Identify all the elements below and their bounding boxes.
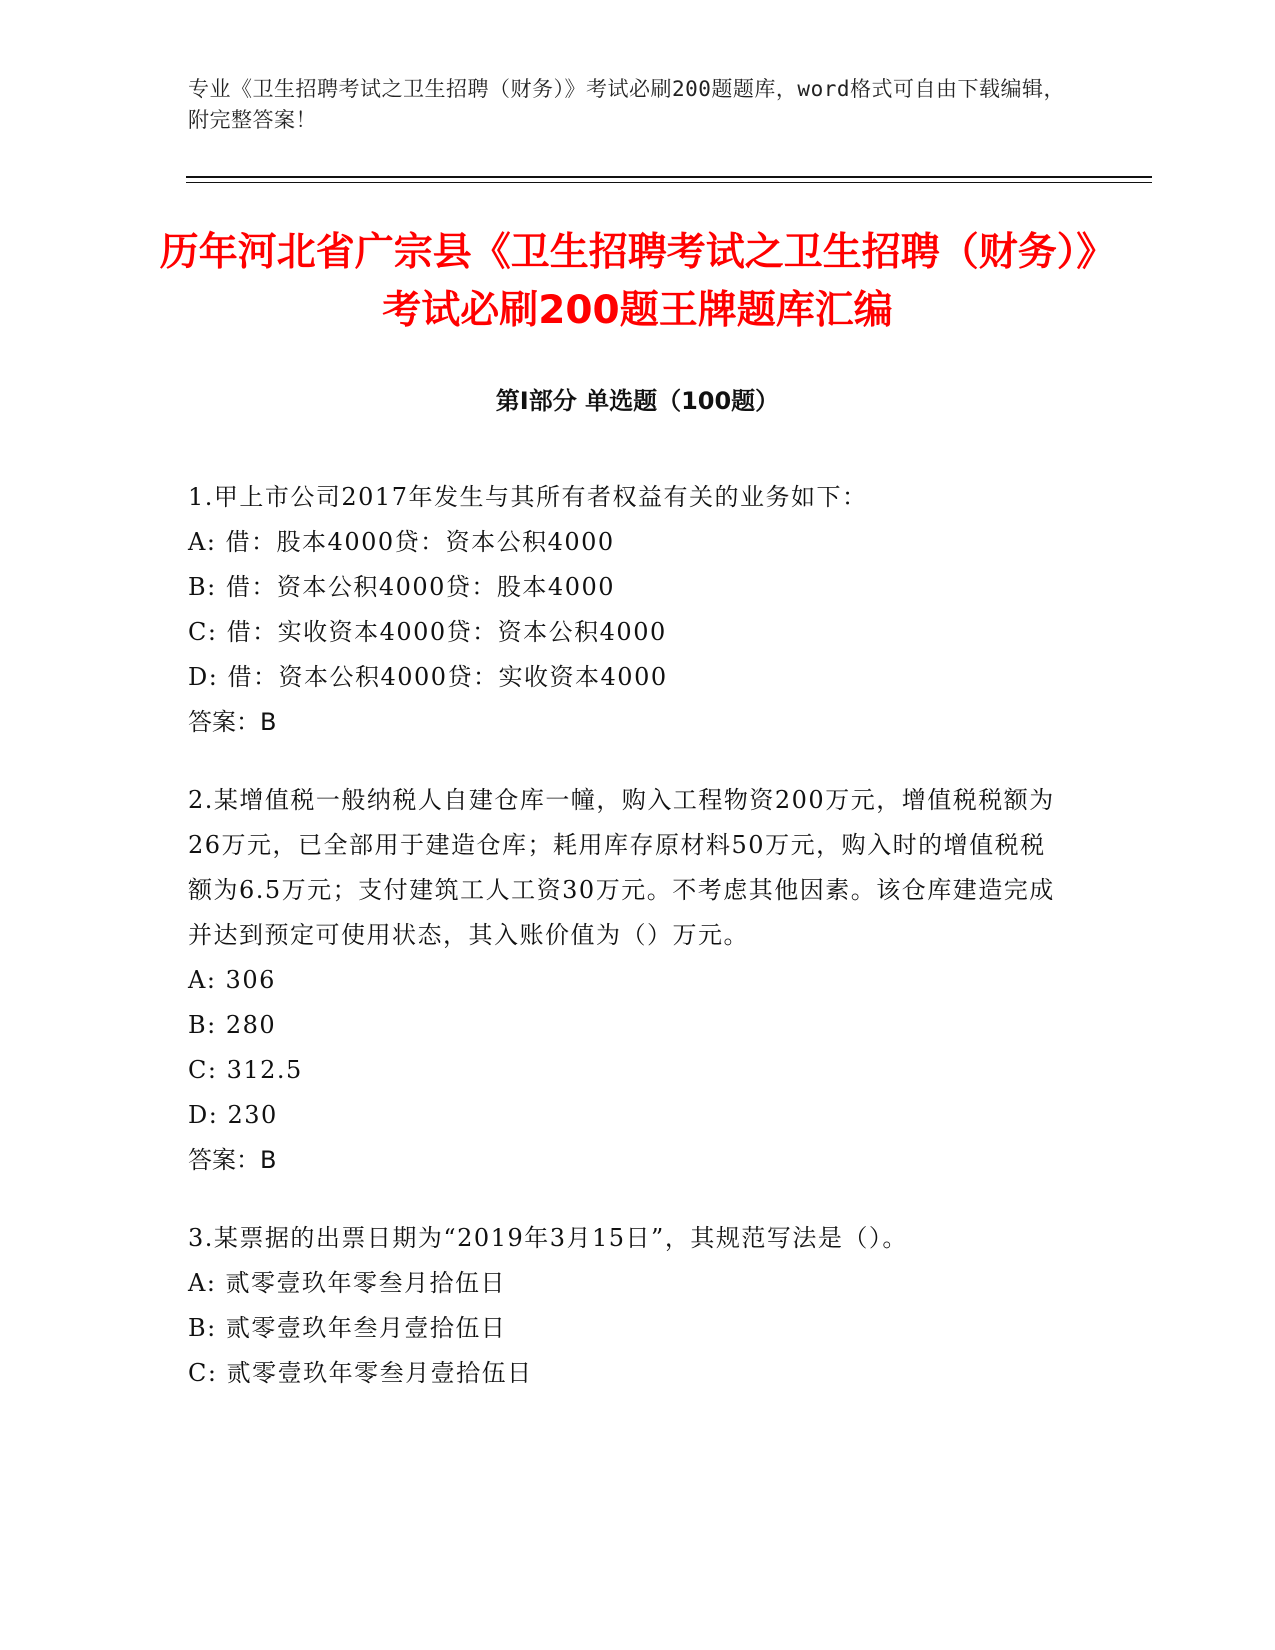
header-divider-thick [186, 176, 1152, 178]
question-stem: 2.某增值税一般纳税人自建仓库一幢，购入工程物资200万元，增值税税额为26万元，已全部用于建造仓库；耗用库存原材料50万元，购入时的增值税税额为6.5万元；支付建筑工人工资30万元。不考虑其他因素。该仓库建造完成并达到预定可使用状态，其入账价值为（）万元。 [188, 786, 1055, 949]
option-a: A: 贰零壹玖年零叁月拾伍日 [188, 1269, 507, 1297]
option-c: C: 借：实收资本4000贷：资本公积4000 [188, 618, 667, 646]
answer: 答案：B [188, 708, 277, 736]
question-1 [188, 475, 1068, 745]
option-b: B: 贰零壹玖年叁月壹拾伍日 [188, 1314, 507, 1342]
option-d: D: 230 [188, 1101, 278, 1129]
header-note: 专业《卫生招聘考试之卫生招聘（财务）》考试必刷200题题库，word格式可自由下载编辑，附完整答案！ [188, 77, 1065, 132]
option-c: C: 贰零壹玖年零叁月壹拾伍日 [188, 1359, 533, 1387]
question-stem: 3.某票据的出票日期为“2019年3月15日”，其规范写法是（）。 [188, 1224, 908, 1252]
option-d: D: 借：资本公积4000贷：实收资本4000 [188, 663, 668, 691]
option-b: B: 280 [188, 1011, 277, 1039]
question-list [188, 475, 1068, 1429]
option-a: A: 借：股本4000贷：资本公积4000 [188, 528, 615, 556]
header-divider-thin [186, 182, 1152, 183]
section-title: 第Ⅰ部分 单选题（100题） [495, 387, 780, 415]
document-title: 历年河北省广宗县《卫生招聘考试之卫生招聘（财务）》考试必刷200题王牌题库汇编 [159, 230, 1116, 333]
question-2 [188, 778, 1068, 1183]
option-c: C: 312.5 [188, 1056, 303, 1084]
option-a: A: 306 [188, 966, 276, 994]
question-3 [188, 1216, 1068, 1396]
option-b: B: 借：资本公积4000贷：股本4000 [188, 573, 616, 601]
question-stem: 1.甲上市公司2017年发生与其所有者权益有关的业务如下： [188, 483, 868, 511]
answer: 答案：B [188, 1146, 277, 1174]
